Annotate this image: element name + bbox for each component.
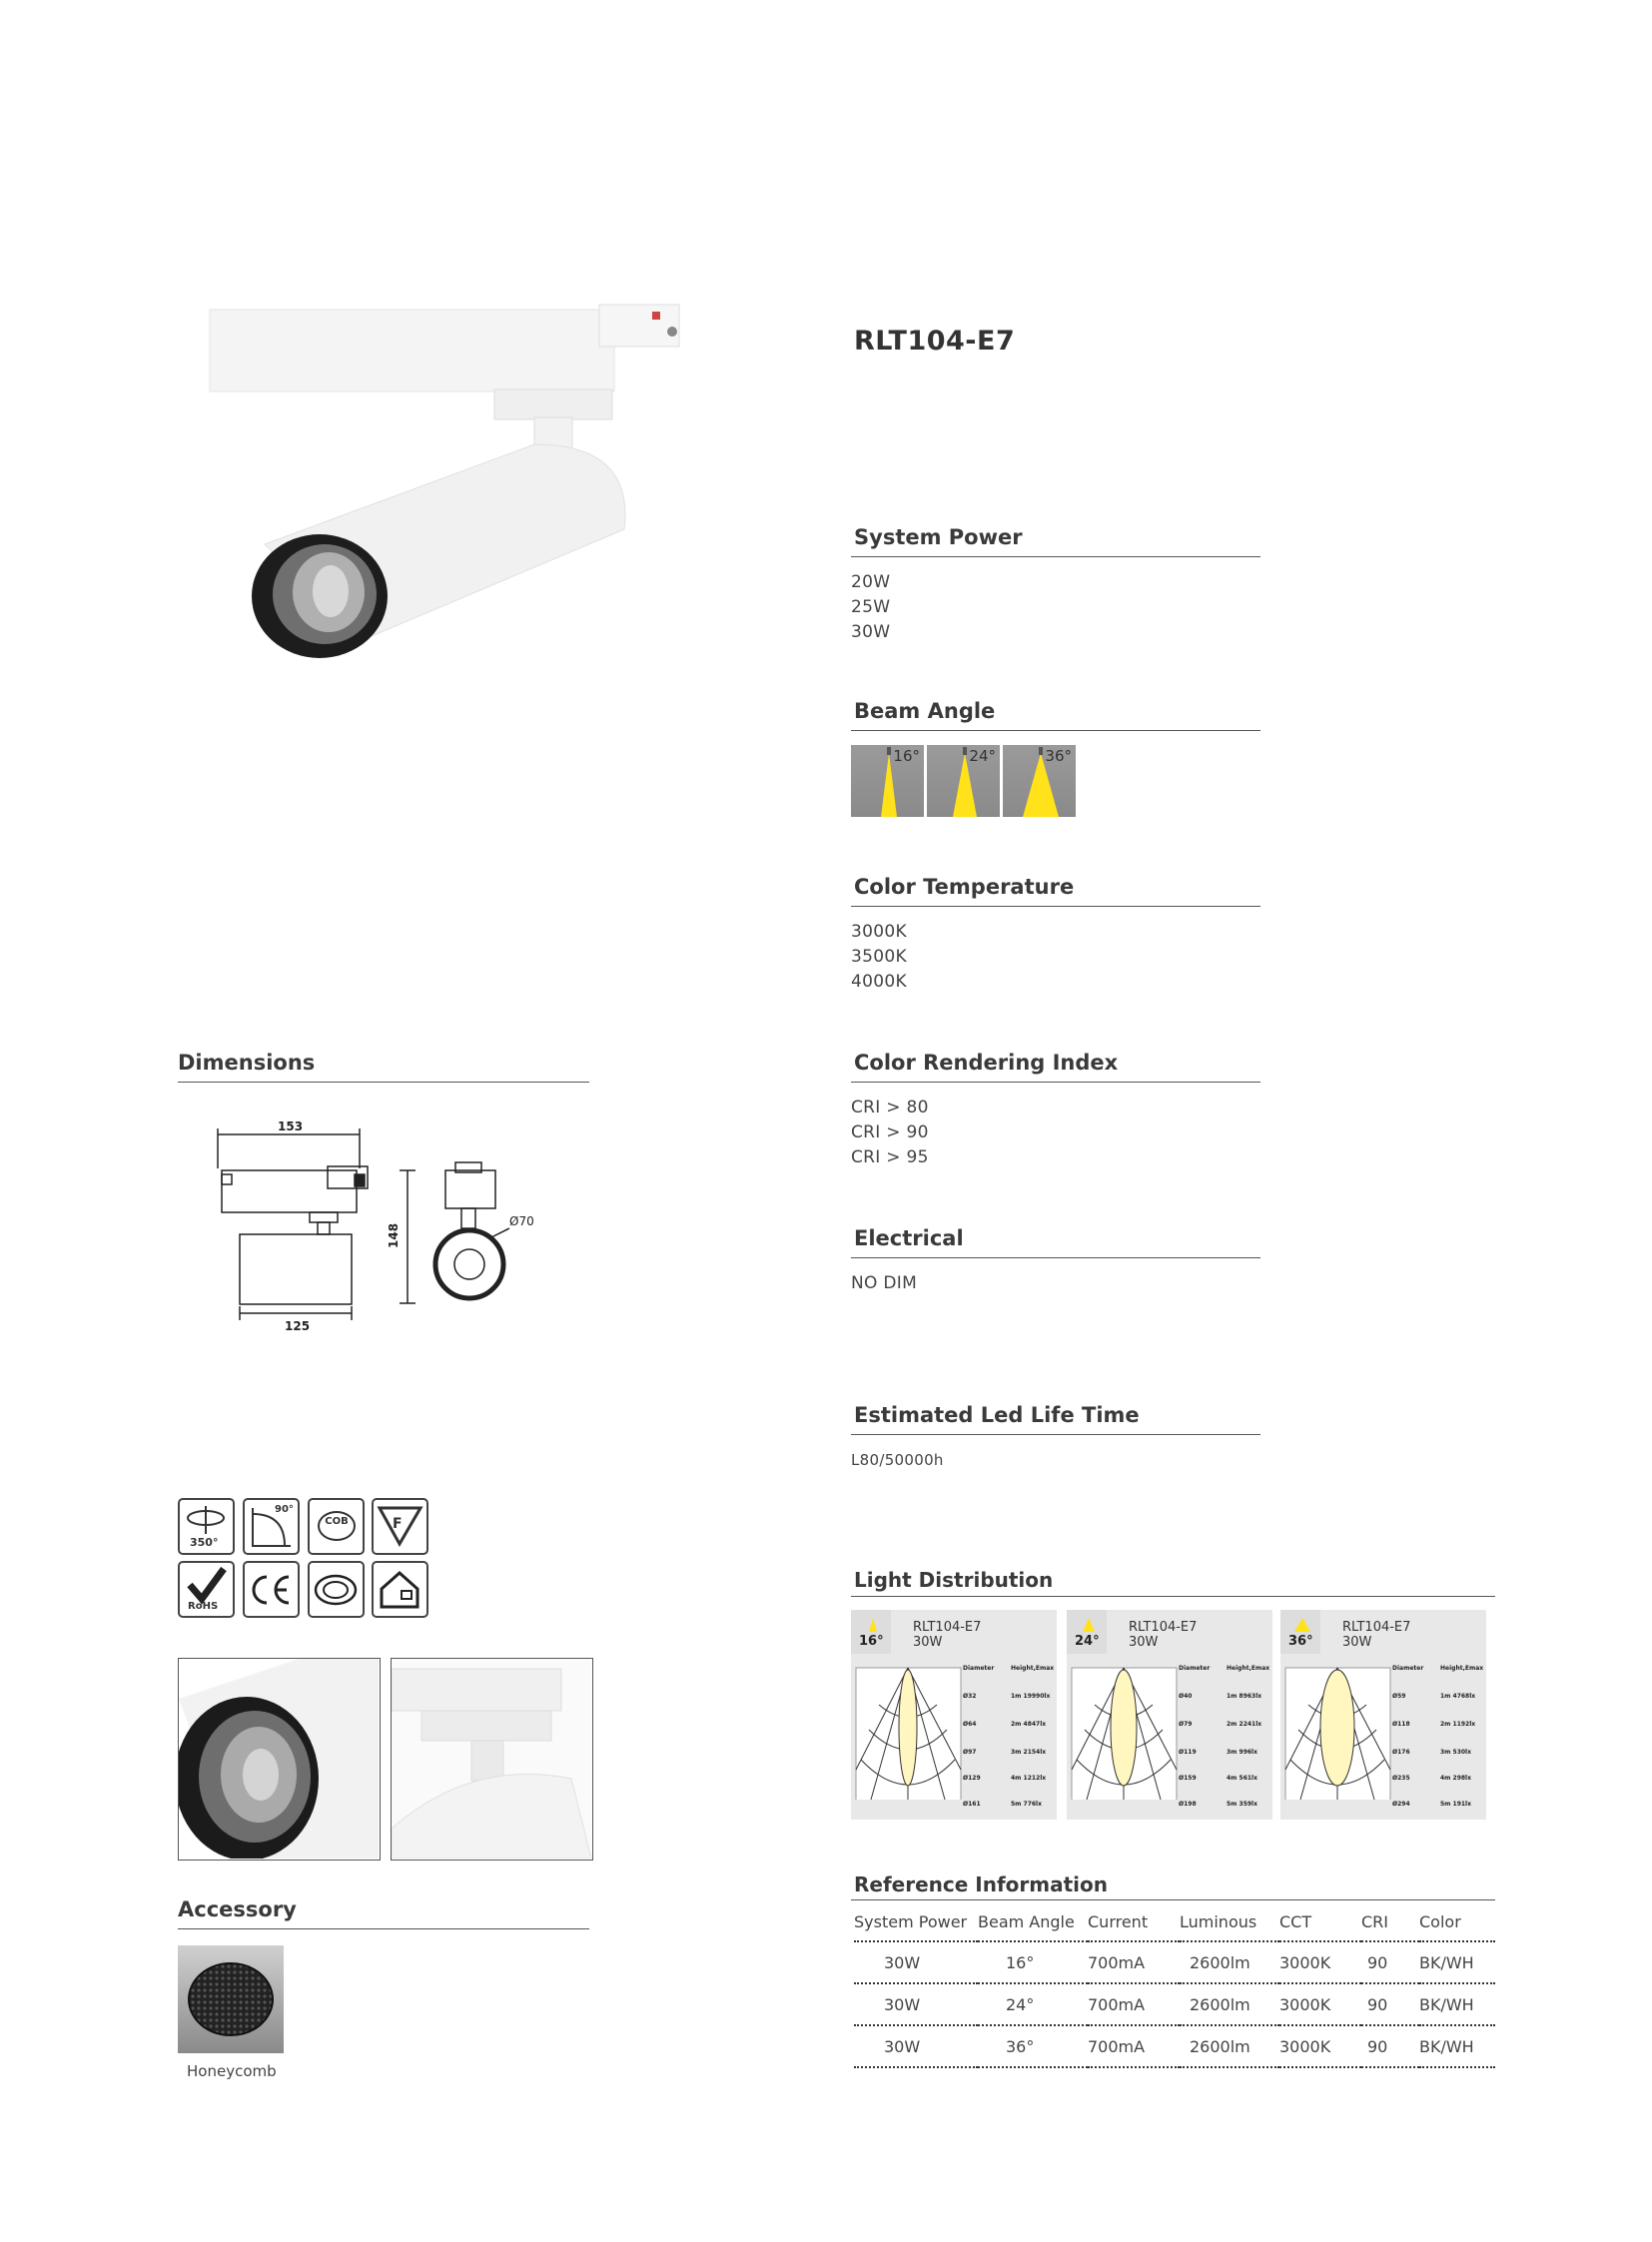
light-distribution-panels — [851, 1610, 1492, 1820]
system-power-value: 25W — [851, 597, 891, 617]
system-power-value: 30W — [851, 622, 891, 642]
svg-text:2m 4847lx: 2m 4847lx — [1011, 1721, 1047, 1728]
reference-header-cell: System Power — [854, 1911, 968, 1931]
cri-value: CRI > 80 — [851, 1098, 929, 1118]
product-code: RLT104-E7 — [854, 326, 1016, 357]
beam-angle-rule — [851, 730, 1260, 731]
reference-rule — [851, 1899, 1495, 1900]
color-temperature-value: 4000K — [851, 972, 907, 992]
svg-text:5m 191lx: 5m 191lx — [1440, 1801, 1471, 1808]
cri-title: Color Rendering Index — [854, 1051, 1119, 1075]
accessory-rule — [178, 1928, 589, 1929]
dimension-bottom-label: 125 — [285, 1319, 311, 1333]
beam-angle-24 — [927, 745, 1000, 817]
dimensions-drawing — [200, 1119, 569, 1333]
rotation-icon — [178, 1498, 235, 1555]
indoor-icon — [372, 1561, 428, 1618]
table-cell: 36° — [1006, 2036, 1035, 2056]
cob-icon — [308, 1498, 365, 1555]
svg-text:Diameter: Diameter — [1392, 1665, 1424, 1672]
reference-header-cell: CRI — [1361, 1911, 1389, 1931]
svg-text:Ø40: Ø40 — [1179, 1693, 1193, 1700]
beam-angle-16 — [851, 745, 924, 817]
table-cell: BK/WH — [1419, 1994, 1474, 2014]
dimension-diameter-label: Ø70 — [509, 1214, 534, 1228]
table-cell: 700mA — [1088, 2036, 1146, 2056]
reference-table — [854, 1902, 1495, 2068]
dimensions-rule — [178, 1082, 589, 1083]
distribution-angle: 36° — [1288, 1634, 1313, 1649]
beam-angle-title: Beam Angle — [854, 699, 996, 723]
reference-header-cell: Beam Angle — [978, 1911, 1075, 1931]
table-cell: 90 — [1367, 1952, 1388, 1972]
triangle-f-icon — [374, 1500, 426, 1553]
cri-value: CRI > 95 — [851, 1147, 929, 1167]
tilt-label: 90° — [275, 1504, 294, 1515]
system-power-title: System Power — [854, 525, 1023, 549]
ce-mark-icon — [245, 1563, 298, 1616]
table-cell: 2600lm — [1190, 1952, 1250, 1972]
distribution-angle: 24° — [1075, 1634, 1100, 1649]
system-power-values — [851, 570, 890, 645]
beam-angle-icons — [851, 745, 1081, 817]
detail-photo-joint — [391, 1658, 593, 1861]
svg-text:2m 2241lx: 2m 2241lx — [1227, 1721, 1262, 1728]
cri-rule — [851, 1082, 1260, 1083]
table-cell: 90 — [1367, 1994, 1388, 2014]
table-cell: 3000K — [1279, 1994, 1331, 2014]
svg-text:Ø198: Ø198 — [1179, 1801, 1197, 1808]
accessory-title: Accessory — [178, 1897, 297, 1921]
reference-header-cell: Luminous — [1180, 1911, 1257, 1931]
system-power-value: 20W — [851, 572, 891, 592]
electrical-rule — [851, 1257, 1260, 1258]
distribution-power: 30W — [1342, 1635, 1372, 1650]
svg-text:Ø161: Ø161 — [963, 1801, 981, 1808]
ce-icon — [243, 1561, 300, 1618]
electrical-title: Electrical — [854, 1226, 964, 1250]
color-temperature-value: 3500K — [851, 947, 907, 967]
svg-text:2m 1192lx: 2m 1192lx — [1440, 1721, 1476, 1728]
joint-detail-image — [392, 1659, 591, 1859]
table-row — [854, 2025, 1495, 2067]
svg-text:Ø129: Ø129 — [963, 1775, 981, 1782]
honeycomb-icon — [178, 1945, 284, 2053]
svg-text:1m 8963lx: 1m 8963lx — [1227, 1693, 1262, 1700]
electrical-values — [851, 1271, 917, 1296]
beam-angle-label: 36° — [1045, 747, 1072, 765]
svg-text:Height,Emax: Height,Emax — [1011, 1665, 1055, 1672]
house-icon — [374, 1563, 426, 1616]
life-time-title: Estimated Led Life Time — [854, 1403, 1140, 1427]
svg-text:Ø59: Ø59 — [1392, 1693, 1406, 1700]
table-cell: 30W — [884, 1994, 921, 2014]
svg-text:Diameter: Diameter — [963, 1665, 995, 1672]
svg-text:Ø119: Ø119 — [1179, 1749, 1197, 1756]
reference-title: Reference Information — [854, 1872, 1108, 1896]
reference-header-row — [854, 1902, 1495, 1941]
product-image — [205, 300, 724, 679]
svg-text:Ø32: Ø32 — [963, 1693, 977, 1700]
ccc-icon — [308, 1561, 365, 1618]
distribution-panel-16 — [851, 1610, 1057, 1820]
svg-text:4m 298lx: 4m 298lx — [1440, 1775, 1471, 1782]
svg-text:Ø118: Ø118 — [1392, 1721, 1410, 1728]
life-time-values — [851, 1448, 944, 1473]
svg-text:3m 996lx: 3m 996lx — [1227, 1749, 1257, 1756]
table-cell: BK/WH — [1419, 2036, 1474, 2056]
dimension-height-label: 148 — [387, 1222, 401, 1248]
distribution-model: RLT104-E7 — [913, 1620, 982, 1635]
accessory-label: Honeycomb — [187, 2062, 277, 2080]
distribution-panel-36 — [1280, 1610, 1486, 1820]
table-row — [854, 1941, 1495, 1983]
svg-text:F: F — [393, 1516, 403, 1532]
ccc-mark-icon — [310, 1563, 363, 1616]
svg-text:Height,Emax: Height,Emax — [1440, 1665, 1484, 1672]
beam-angle-label: 16° — [893, 747, 920, 765]
detail-photo-lens — [178, 1658, 381, 1861]
table-cell: 3000K — [1279, 2036, 1331, 2056]
dimension-width-label: 153 — [278, 1120, 304, 1133]
distribution-power: 30W — [913, 1635, 943, 1650]
table-cell: 30W — [884, 1952, 921, 1972]
table-cell: 30W — [884, 2036, 921, 2056]
svg-text:3m 530lx: 3m 530lx — [1440, 1749, 1471, 1756]
beam-angle-label: 24° — [969, 747, 996, 765]
svg-text:5m 359lx: 5m 359lx — [1227, 1801, 1257, 1808]
life-time-value: L80/50000h — [851, 1451, 944, 1469]
distribution-model: RLT104-E7 — [1129, 1620, 1198, 1635]
color-temperature-values — [851, 920, 907, 995]
system-power-rule — [851, 556, 1260, 557]
dimensions-title: Dimensions — [178, 1051, 316, 1075]
electrical-value: NO DIM — [851, 1273, 918, 1293]
table-cell: 16° — [1006, 1952, 1035, 1972]
svg-text:Diameter: Diameter — [1179, 1665, 1211, 1672]
svg-text:1m 4768lx: 1m 4768lx — [1440, 1693, 1476, 1700]
reference-header-cell: Color — [1419, 1911, 1461, 1931]
table-cell: BK/WH — [1419, 1952, 1474, 1972]
cri-value: CRI > 90 — [851, 1122, 929, 1142]
accessory-image — [178, 1945, 284, 2053]
svg-text:Ø294: Ø294 — [1392, 1801, 1410, 1808]
life-time-rule — [851, 1434, 1260, 1435]
table-cell: 90 — [1367, 2036, 1388, 2056]
cob-label: COB — [318, 1511, 356, 1541]
svg-text:Ø176: Ø176 — [1392, 1749, 1410, 1756]
light-distribution-title: Light Distribution — [854, 1568, 1054, 1592]
distribution-panel-24 — [1067, 1610, 1272, 1820]
table-cell: 24° — [1006, 1994, 1035, 2014]
beam-angle-36 — [1003, 745, 1076, 817]
rotation-label: 350° — [190, 1536, 219, 1549]
svg-text:Ø97: Ø97 — [963, 1749, 977, 1756]
light-distribution-rule — [851, 1596, 1495, 1597]
table-cell: 700mA — [1088, 1994, 1146, 2014]
color-temperature-title: Color Temperature — [854, 875, 1075, 899]
lens-detail-image — [179, 1659, 379, 1859]
table-cell: 2600lm — [1190, 1994, 1250, 2014]
rohs-icon — [178, 1561, 235, 1618]
svg-text:Height,Emax: Height,Emax — [1227, 1665, 1270, 1672]
color-temperature-value: 3000K — [851, 922, 907, 942]
distribution-angle: 16° — [859, 1634, 884, 1649]
svg-text:5m 776lx: 5m 776lx — [1011, 1801, 1042, 1808]
table-cell: 3000K — [1279, 1952, 1331, 1972]
svg-text:Ø159: Ø159 — [1179, 1775, 1197, 1782]
reference-header-cell: CCT — [1279, 1911, 1312, 1931]
tilt-icon — [243, 1498, 300, 1555]
cri-values — [851, 1096, 929, 1170]
color-temperature-rule — [851, 906, 1260, 907]
svg-text:4m 561lx: 4m 561lx — [1227, 1775, 1257, 1782]
f-mark-icon — [372, 1498, 428, 1555]
distribution-power: 30W — [1129, 1635, 1159, 1650]
svg-text:Ø79: Ø79 — [1179, 1721, 1193, 1728]
table-row — [854, 1983, 1495, 2025]
svg-text:4m 1212lx: 4m 1212lx — [1011, 1775, 1047, 1782]
svg-text:Ø64: Ø64 — [963, 1721, 977, 1728]
svg-text:3m 2154lx: 3m 2154lx — [1011, 1749, 1047, 1756]
reference-header-cell: Current — [1088, 1911, 1149, 1931]
rohs-label: RoHS — [188, 1601, 219, 1612]
table-cell: 700mA — [1088, 1952, 1146, 1972]
svg-text:Ø235: Ø235 — [1392, 1775, 1410, 1782]
distribution-model: RLT104-E7 — [1342, 1620, 1411, 1635]
table-cell: 2600lm — [1190, 2036, 1250, 2056]
svg-text:1m 19990lx: 1m 19990lx — [1011, 1693, 1051, 1700]
